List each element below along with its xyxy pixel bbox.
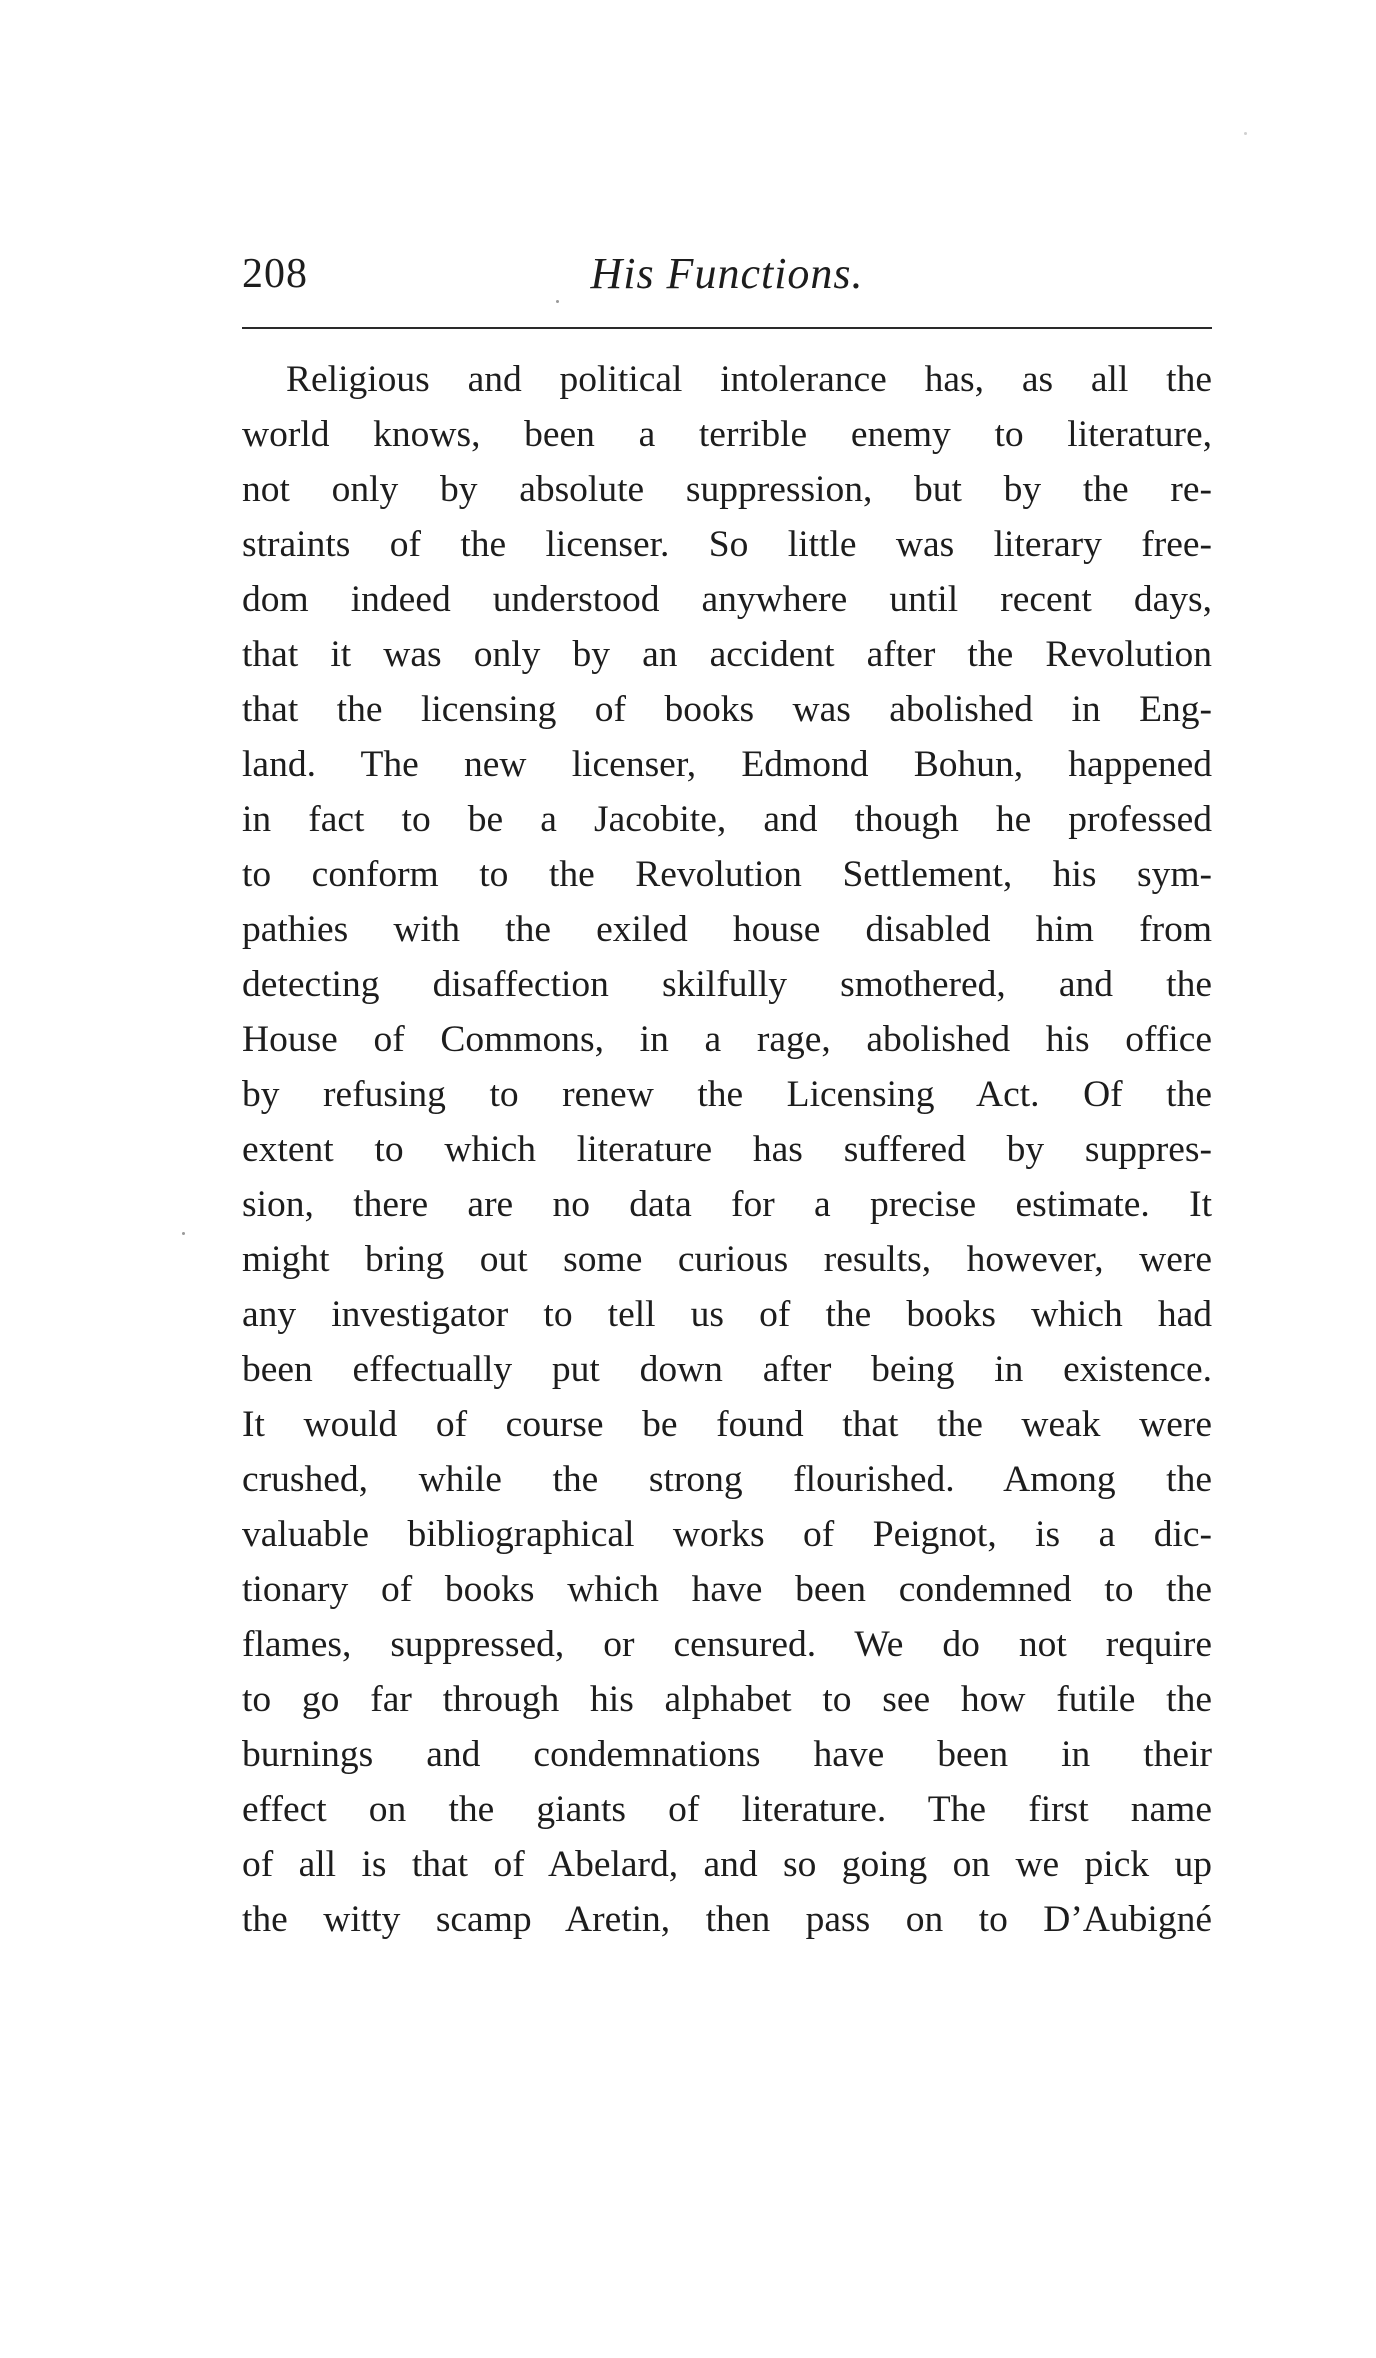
text-line: not only by absolute suppression, but by the re- [242, 469, 1212, 510]
text-line: tionary of books which have been condemned to the [242, 1569, 1212, 1610]
paper-speck [556, 300, 559, 303]
text-line: to go far through his alphabet to see how futile the [242, 1679, 1212, 1720]
paper-speck [1244, 132, 1247, 135]
text-line: House of Commons, in a rage, abolished his office [242, 1019, 1212, 1060]
header-rule [242, 327, 1212, 329]
text-line: detecting disaffection skilfully smothered, and the [242, 964, 1212, 1005]
text-line: It would of course be found that the weak were [242, 1404, 1212, 1445]
text-line: to conform to the Revolution Settlement, his sym- [242, 854, 1212, 895]
text-line: valuable bibliographical works of Peignot, is a dic- [242, 1514, 1212, 1555]
text-line: effect on the giants of literature. The first name [242, 1789, 1212, 1830]
text-line: been effectually put down after being in existence. [242, 1349, 1212, 1390]
text-line: the witty scamp Aretin, then pass on to D’Aubigné [242, 1899, 1212, 1940]
text-line: might bring out some curious results, however, were [242, 1239, 1212, 1280]
text-line: any investigator to tell us of the books which had [242, 1294, 1212, 1335]
body-paragraph [242, 352, 1212, 1947]
paper-speck [182, 1232, 185, 1235]
text-line: straints of the licenser. So little was literary free- [242, 524, 1212, 565]
text-line: of all is that of Abelard, and so going on we pick up [242, 1844, 1212, 1885]
running-title: His Functions. [590, 249, 864, 298]
text-line: that it was only by an accident after the Revolution [242, 634, 1212, 675]
text-line: pathies with the exiled house disabled him from [242, 909, 1212, 950]
text-line: land. The new licenser, Edmond Bohun, happened [242, 744, 1212, 785]
text-line: extent to which literature has suffered by suppres- [242, 1129, 1212, 1170]
page-number: 208 [242, 251, 308, 297]
text-line: crushed, while the strong flourished. Among the [242, 1459, 1212, 1500]
text-line: Religious and political intolerance has, as all the [286, 359, 1212, 400]
text-line: sion, there are no data for a precise estimate. It [242, 1184, 1212, 1225]
running-head [242, 238, 1212, 310]
text-line: world knows, been a terrible enemy to literature, [242, 414, 1212, 455]
text-line: in fact to be a Jacobite, and though he professed [242, 799, 1212, 840]
text-line: flames, suppressed, or censured. We do not require [242, 1624, 1212, 1665]
text-line: by refusing to renew the Licensing Act. Of the [242, 1074, 1212, 1115]
text-line: that the licensing of books was abolished in Eng- [242, 689, 1212, 730]
text-line: burnings and condemnations have been in their [242, 1734, 1212, 1775]
text-line: dom indeed understood anywhere until recent days, [242, 579, 1212, 620]
